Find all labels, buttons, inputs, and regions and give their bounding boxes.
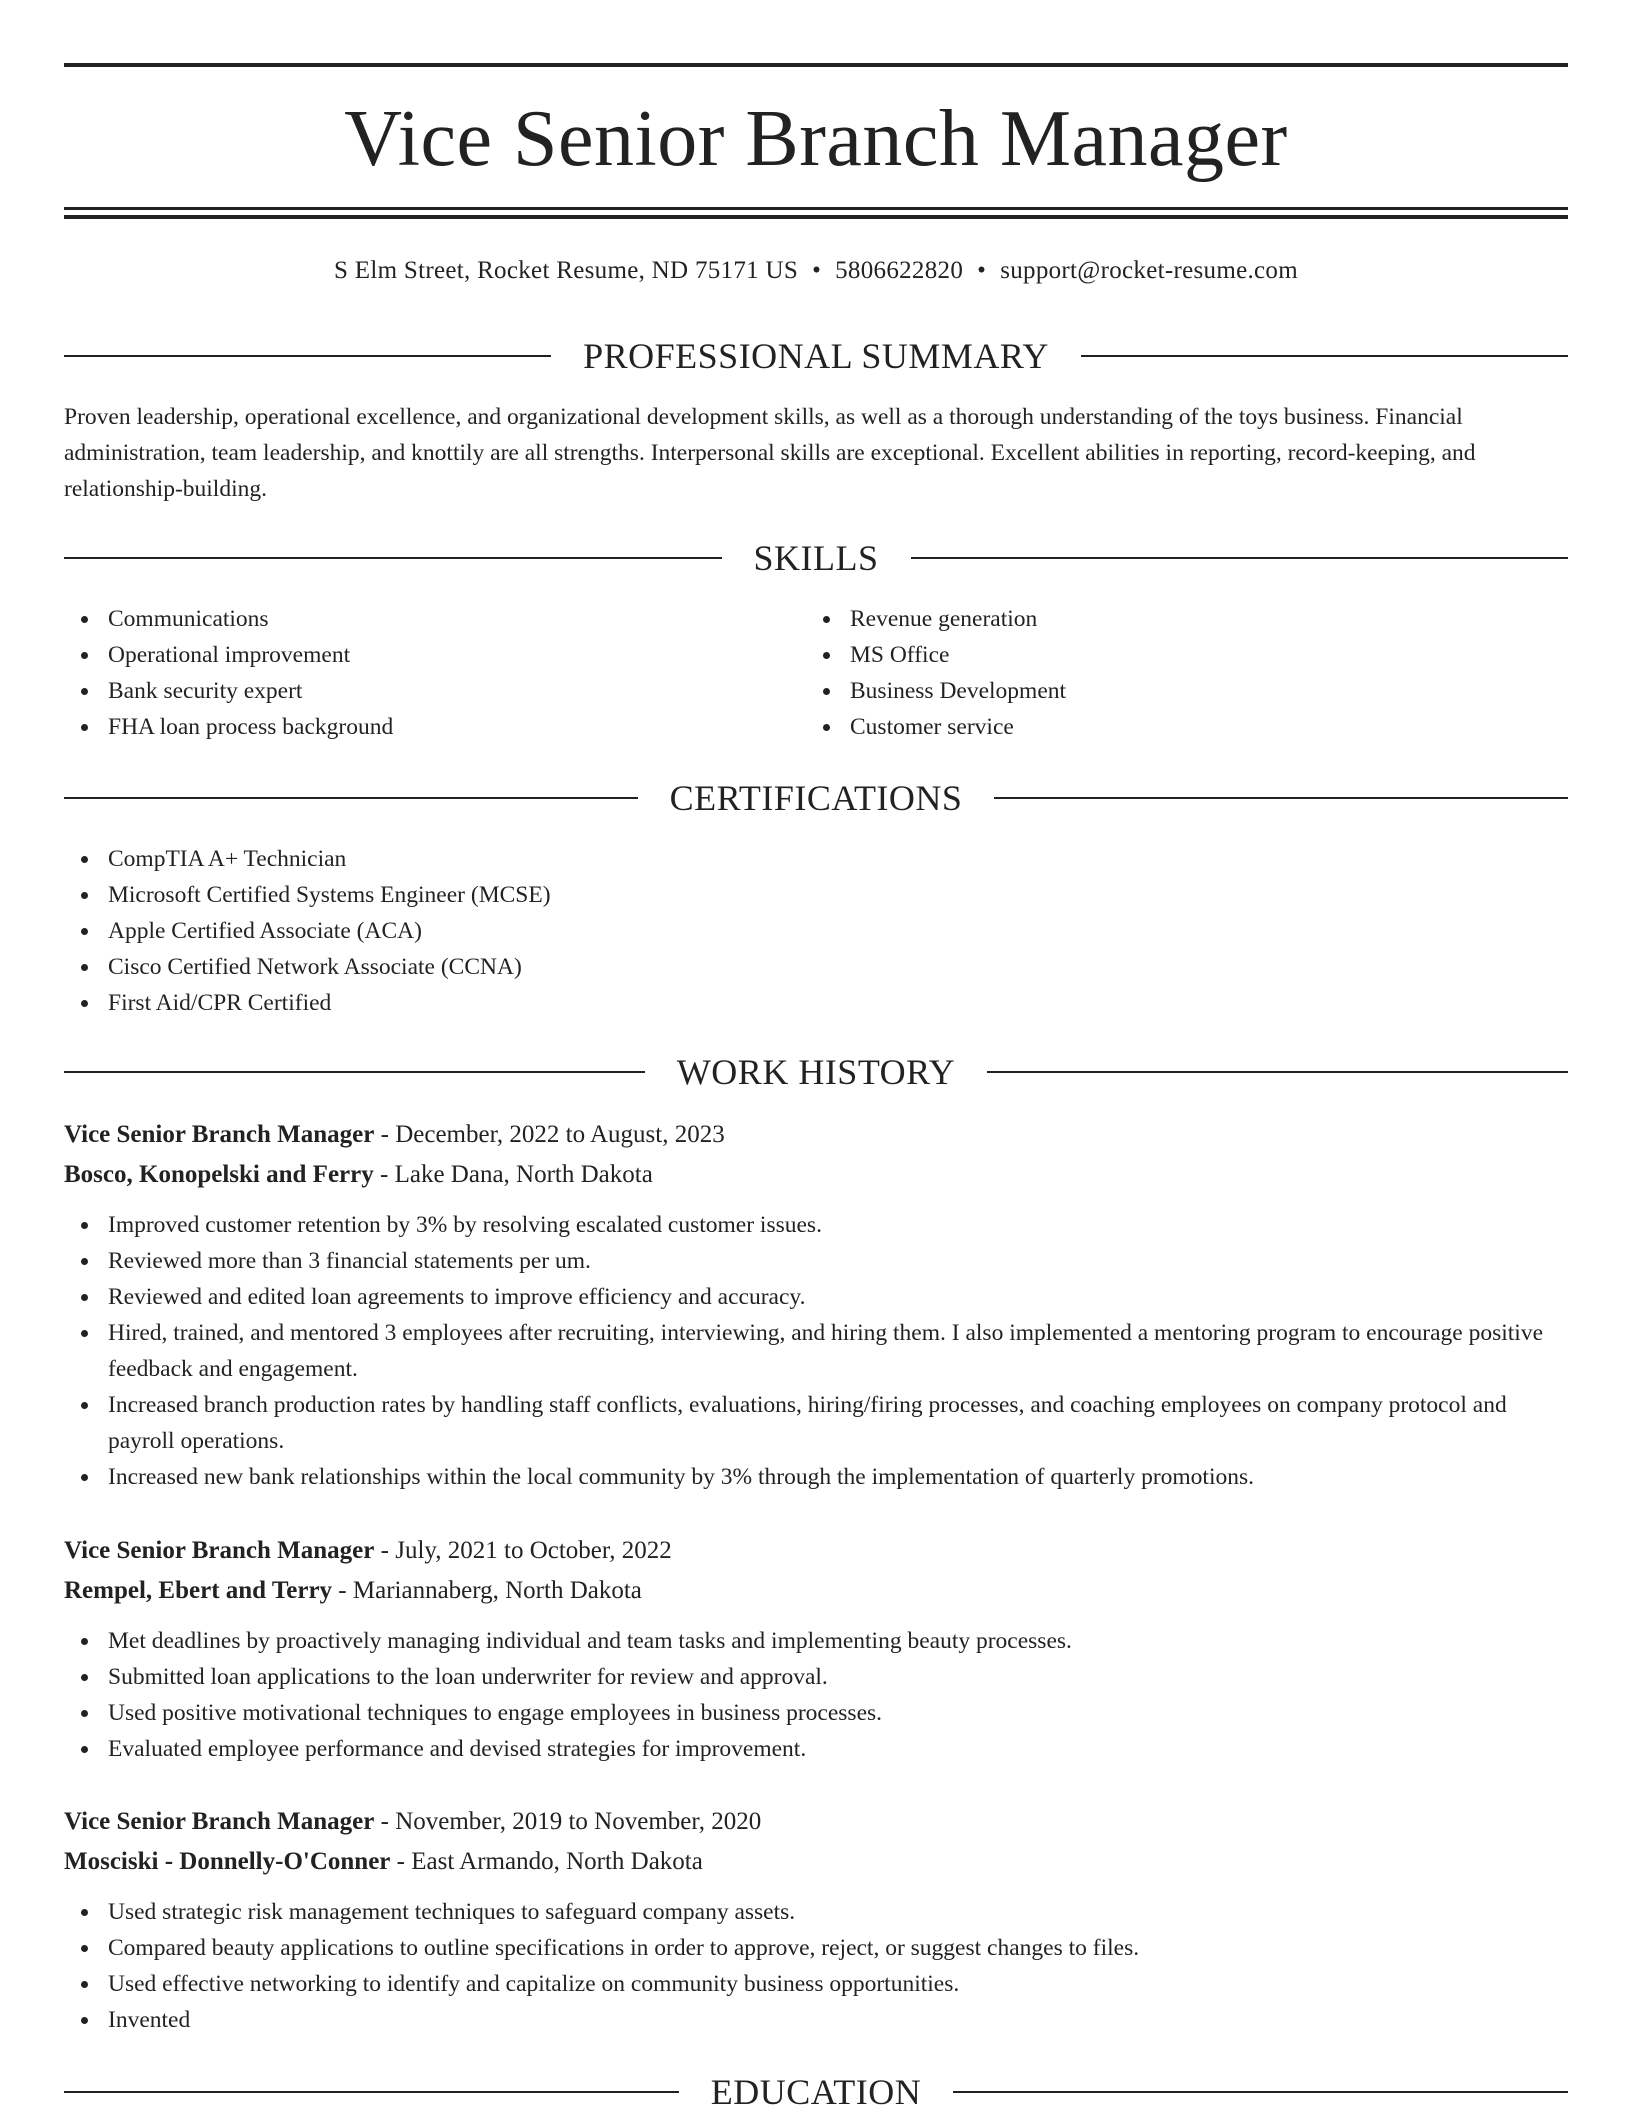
- job-title-line: [64, 1115, 1568, 1155]
- job-location: - Lake Dana, North Dakota: [373, 1161, 653, 1188]
- skills-list: [806, 601, 1546, 745]
- skill-item: Operational improvement: [64, 637, 804, 673]
- job-company-line: [64, 1571, 1568, 1611]
- heading-rule-left: [64, 797, 638, 799]
- address: S Elm Street, Rocket Resume, ND 75171 US: [334, 257, 799, 284]
- skills-list: [64, 601, 804, 745]
- job-company-line: [64, 1842, 1568, 1882]
- job-bullets: [64, 1207, 1568, 1495]
- heading-rule-right: [953, 2091, 1568, 2093]
- skill-item: Revenue generation: [806, 601, 1546, 637]
- company-name: Mosciski - Donnelly-O'Conner: [64, 1848, 391, 1875]
- certifications-list: [64, 841, 1568, 1021]
- section-title: WORK HISTORY: [676, 1052, 956, 1092]
- header-rule-upper: [64, 207, 1568, 210]
- certifications-block: [64, 841, 1568, 1021]
- heading-rule-left: [64, 557, 722, 559]
- job-dates: - July, 2021 to October, 2022: [374, 1537, 672, 1564]
- heading-rule-right: [994, 797, 1568, 799]
- section-heading-summary: [64, 334, 1568, 378]
- job-dates: - November, 2019 to November, 2020: [374, 1808, 762, 1835]
- heading-rule-right: [987, 1071, 1568, 1073]
- heading-rule-right: [911, 557, 1569, 559]
- section-heading-work-history: [64, 1050, 1568, 1094]
- job-bullet: Evaluated employee performance and devised strategies for improvement.: [64, 1731, 1568, 1767]
- skill-item: Customer service: [806, 709, 1546, 745]
- heading-rule-right: [1081, 355, 1568, 357]
- heading-rule-left: [64, 1071, 645, 1073]
- job-title: Vice Senior Branch Manager: [64, 1808, 375, 1835]
- summary-text: Proven leadership, operational excellence, and organizational development skills, as well as a thorough understanding of the toys business. Financial administration, team leadership, and knottily are all strengths. Interpersonal skills are exceptional. Excellent abilities in reporting, record-keeping, and relationship-building.: [64, 404, 1476, 502]
- job-title: Vice Senior Branch Manager: [64, 1121, 375, 1148]
- phone: 5806622820: [835, 257, 964, 284]
- skills-column-left: [64, 601, 804, 745]
- email-link[interactable]: support@rocket-resume.com: [1000, 257, 1298, 284]
- job-bullets: [64, 1623, 1568, 1767]
- company-name: Bosco, Konopelski and Ferry: [64, 1161, 374, 1188]
- section-title: PROFESSIONAL SUMMARY: [583, 336, 1049, 376]
- job-bullet: Used positive motivational techniques to engage employees in business processes.: [64, 1695, 1568, 1731]
- header-rule-lower: [64, 215, 1568, 219]
- contact-separator: •: [812, 257, 822, 284]
- skill-item: MS Office: [806, 637, 1546, 673]
- section-title: EDUCATION: [710, 2072, 922, 2112]
- section-heading-certifications: [64, 776, 1568, 820]
- job-bullet: Increased branch production rates by handling staff conflicts, evaluations, hiring/firing processes, and coaching employees on company protocol and payroll operations.: [64, 1387, 1568, 1459]
- top-rule: [64, 63, 1568, 67]
- job-entry: [64, 1115, 1568, 1495]
- job-bullet: Increased new bank relationships within the local community by 3% through the implementation of quarterly promotions.: [64, 1459, 1568, 1495]
- job-bullet: Reviewed and edited loan agreements to improve efficiency and accuracy.: [64, 1279, 1568, 1315]
- job-title: Vice Senior Branch Manager: [64, 1537, 375, 1564]
- job-bullet: Reviewed more than 3 financial statements per um.: [64, 1243, 1568, 1279]
- contact-separator: •: [977, 257, 987, 284]
- section-heading-education: [64, 2070, 1568, 2114]
- certification-item: CompTIA A+ Technician: [64, 841, 1568, 877]
- job-dates: - December, 2022 to August, 2023: [374, 1121, 725, 1148]
- job-bullet: Used strategic risk management techniques to safeguard company assets.: [64, 1894, 1568, 1930]
- candidate-name: Vice Senior Branch Manager: [344, 95, 1288, 183]
- job-entry: [64, 1531, 1568, 1767]
- job-bullet: Invented: [64, 2002, 1568, 2038]
- heading-rule-left: [64, 2091, 679, 2093]
- job-location: - East Armando, North Dakota: [390, 1848, 703, 1875]
- certification-item: First Aid/CPR Certified: [64, 985, 1568, 1021]
- section-title: SKILLS: [753, 538, 879, 578]
- skill-item: Bank security expert: [64, 673, 804, 709]
- skills-column-right: [806, 601, 1546, 745]
- job-bullet: Submitted loan applications to the loan underwriter for review and approval.: [64, 1659, 1568, 1695]
- job-bullet: Used effective networking to identify and capitalize on community business opportunities.: [64, 1966, 1568, 2002]
- job-bullet: Compared beauty applications to outline specifications in order to approve, reject, or suggest changes to files.: [64, 1930, 1568, 1966]
- certification-item: Apple Certified Associate (ACA): [64, 913, 1568, 949]
- job-bullet: Improved customer retention by 3% by resolving escalated customer issues.: [64, 1207, 1568, 1243]
- section-heading-skills: [64, 536, 1568, 580]
- certification-item: Cisco Certified Network Associate (CCNA): [64, 949, 1568, 985]
- skill-item: FHA loan process background: [64, 709, 804, 745]
- heading-rule-left: [64, 355, 551, 357]
- job-location: - Mariannaberg, North Dakota: [332, 1577, 642, 1604]
- skill-item: Communications: [64, 601, 804, 637]
- certification-item: Microsoft Certified Systems Engineer (MCSE): [64, 877, 1568, 913]
- contact-line: [64, 252, 1568, 290]
- job-title-line: [64, 1531, 1568, 1571]
- company-name: Rempel, Ebert and Terry: [64, 1577, 333, 1604]
- job-title-line: [64, 1802, 1568, 1842]
- job-bullets: [64, 1894, 1568, 2038]
- job-bullet: Met deadlines by proactively managing individual and team tasks and implementing beauty processes.: [64, 1623, 1568, 1659]
- job-company-line: [64, 1155, 1568, 1195]
- job-entry: [64, 1802, 1568, 2038]
- section-title: CERTIFICATIONS: [669, 778, 963, 818]
- skill-item: Business Development: [806, 673, 1546, 709]
- job-bullet: Hired, trained, and mentored 3 employees after recruiting, interviewing, and hiring them. I also implemented a mentoring program to encourage positive feedback and engagement.: [64, 1315, 1568, 1387]
